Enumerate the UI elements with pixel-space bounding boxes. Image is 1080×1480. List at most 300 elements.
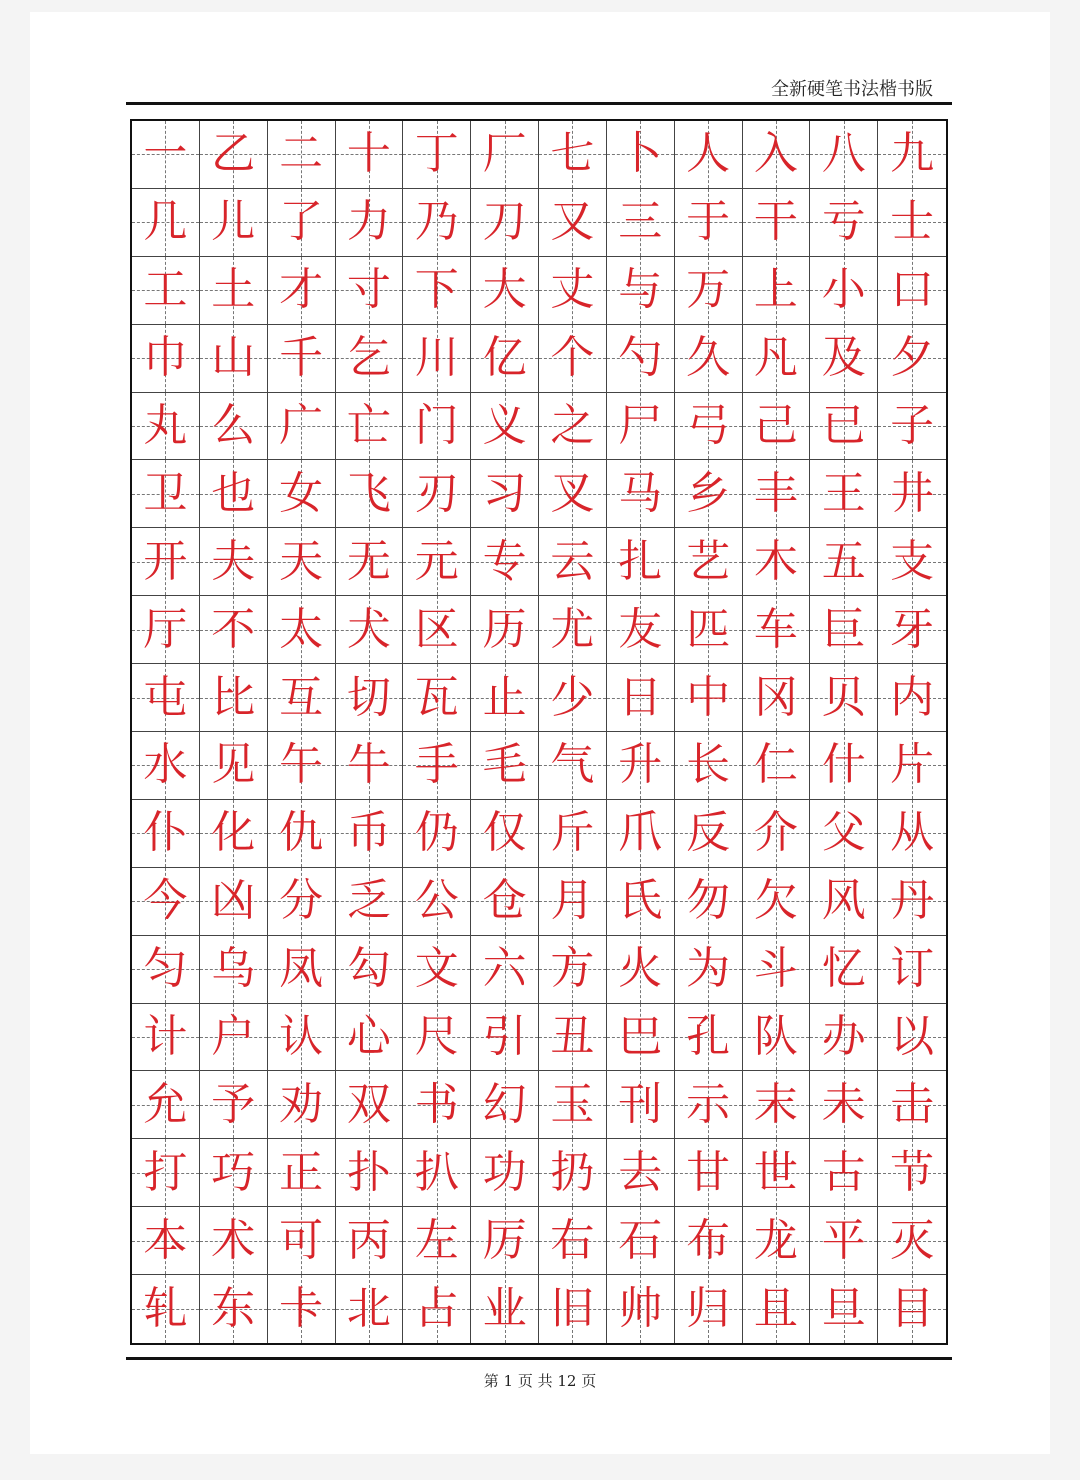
grid-cell: [675, 868, 743, 936]
grid-cell: [336, 189, 404, 257]
grid-cell: [539, 1275, 607, 1343]
practice-character: 己: [753, 399, 798, 451]
grid-cell: [675, 460, 743, 528]
grid-cell: [471, 1004, 539, 1072]
header-rule: [126, 102, 952, 105]
grid-cell: [336, 1207, 404, 1275]
grid-cell: [539, 460, 607, 528]
practice-character: 可: [279, 1214, 324, 1266]
grid-cell: [539, 189, 607, 257]
grid-cell: [336, 868, 404, 936]
grid-cell: [336, 1071, 404, 1139]
practice-character: 贝: [821, 671, 866, 723]
practice-character: 未: [821, 1078, 866, 1130]
grid-cell: [200, 800, 268, 868]
grid-cell: [743, 1207, 811, 1275]
grid-cell: [607, 1139, 675, 1207]
practice-character: 布: [686, 1214, 731, 1266]
grid-cell: [607, 1071, 675, 1139]
practice-character: 办: [821, 1010, 866, 1062]
grid-cell: [810, 800, 878, 868]
practice-character: 中: [686, 671, 731, 723]
grid-cell: [675, 1071, 743, 1139]
practice-character: 王: [821, 467, 866, 519]
practice-character: 归: [686, 1283, 731, 1335]
grid-cell: [132, 596, 200, 664]
grid-cell: [878, 1004, 946, 1072]
practice-character: 水: [143, 739, 188, 791]
practice-character: 手: [414, 739, 459, 791]
practice-character: 凶: [211, 875, 256, 927]
practice-character: 去: [618, 1146, 663, 1198]
practice-character: 正: [279, 1146, 324, 1198]
practice-character: 才: [279, 264, 324, 316]
practice-character: 且: [753, 1283, 798, 1335]
practice-character: 允: [143, 1078, 188, 1130]
grid-cell: [743, 460, 811, 528]
practice-character: 占: [414, 1283, 459, 1335]
grid-cell: [471, 596, 539, 664]
practice-character: 个: [550, 332, 595, 384]
grid-cell: [200, 664, 268, 732]
grid-cell: [675, 1275, 743, 1343]
grid-cell: [268, 936, 336, 1004]
practice-character: 尺: [414, 1010, 459, 1062]
practice-character: 丙: [346, 1214, 391, 1266]
practice-character: 本: [143, 1214, 188, 1266]
practice-character: 见: [211, 739, 256, 791]
practice-character: 卡: [279, 1283, 324, 1335]
grid-cell: [607, 121, 675, 189]
practice-character: 户: [211, 1010, 256, 1062]
practice-character: 丁: [414, 128, 459, 180]
practice-character: 氏: [618, 875, 663, 927]
practice-character: 丰: [753, 467, 798, 519]
grid-cell: [810, 1071, 878, 1139]
practice-character: 止: [482, 671, 527, 723]
practice-character: 一: [143, 128, 188, 180]
grid-cell: [878, 1207, 946, 1275]
practice-character: 末: [753, 1078, 798, 1130]
grid-cell: [810, 1207, 878, 1275]
practice-character: 毛: [482, 739, 527, 791]
practice-character: 化: [211, 807, 256, 859]
grid-cell: [810, 1139, 878, 1207]
grid-cell: [268, 664, 336, 732]
practice-character: 长: [686, 739, 731, 791]
practice-character: 友: [618, 603, 663, 655]
practice-character: 匀: [143, 943, 188, 995]
grid-cell: [403, 596, 471, 664]
practice-character: 灭: [890, 1214, 935, 1266]
grid-cell: [132, 868, 200, 936]
practice-character: 九: [890, 128, 935, 180]
grid-cell: [132, 325, 200, 393]
grid-cell: [607, 936, 675, 1004]
grid-cell: [132, 257, 200, 325]
grid-cell: [471, 460, 539, 528]
grid-cell: [743, 528, 811, 596]
grid-cell: [403, 121, 471, 189]
grid-cell: [675, 936, 743, 1004]
practice-character: 币: [346, 807, 391, 859]
grid-cell: [471, 664, 539, 732]
grid-cell: [810, 257, 878, 325]
practice-character: 无: [346, 535, 391, 587]
practice-character: 内: [890, 671, 935, 723]
practice-character: 亿: [482, 332, 527, 384]
practice-character: 刃: [414, 467, 459, 519]
grid-cell: [471, 1071, 539, 1139]
grid-cell: [403, 800, 471, 868]
practice-character: 介: [753, 807, 798, 859]
practice-character: 双: [346, 1078, 391, 1130]
grid-cell: [200, 393, 268, 461]
practice-character: 飞: [346, 467, 391, 519]
grid-cell: [539, 1207, 607, 1275]
practice-character: 入: [753, 128, 798, 180]
grid-cell: [200, 1071, 268, 1139]
grid-cell: [675, 596, 743, 664]
practice-character: 支: [890, 535, 935, 587]
grid-cell: [539, 868, 607, 936]
grid-cell: [743, 800, 811, 868]
grid-cell: [268, 528, 336, 596]
grid-cell: [471, 1275, 539, 1343]
practice-character: 工: [143, 264, 188, 316]
practice-character: 几: [143, 196, 188, 248]
practice-character: 予: [211, 1078, 256, 1130]
grid-cell: [336, 596, 404, 664]
practice-character: 文: [414, 943, 459, 995]
practice-character: 七: [550, 128, 595, 180]
grid-cell: [403, 732, 471, 800]
practice-character: 订: [890, 943, 935, 995]
grid-cell: [743, 257, 811, 325]
grid-cell: [132, 528, 200, 596]
practice-character: 云: [550, 535, 595, 587]
practice-character: 也: [211, 467, 256, 519]
practice-character: 术: [211, 1214, 256, 1266]
practice-character: 风: [821, 875, 866, 927]
grid-cell: [607, 800, 675, 868]
practice-character: 乌: [211, 943, 256, 995]
grid-cell: [539, 325, 607, 393]
practice-character: 二: [279, 128, 324, 180]
practice-character: 丸: [143, 399, 188, 451]
grid-cell: [403, 393, 471, 461]
grid-cell: [878, 664, 946, 732]
practice-character: 夫: [211, 535, 256, 587]
practice-character: 心: [346, 1010, 391, 1062]
grid-cell: [471, 528, 539, 596]
grid-cell: [268, 1207, 336, 1275]
grid-cell: [878, 189, 946, 257]
grid-cell: [471, 800, 539, 868]
practice-character: 击: [890, 1078, 935, 1130]
practice-character: 反: [686, 807, 731, 859]
grid-cell: [810, 868, 878, 936]
practice-character: 日: [618, 671, 663, 723]
practice-character: 片: [890, 739, 935, 791]
practice-character: 仇: [279, 807, 324, 859]
grid-cell: [132, 393, 200, 461]
grid-cell: [878, 596, 946, 664]
grid-cell: [810, 596, 878, 664]
practice-character: 石: [618, 1214, 663, 1266]
page-header-title: 全新硬笔书法楷书版: [771, 79, 933, 100]
grid-cell: [607, 1275, 675, 1343]
grid-cell: [743, 1071, 811, 1139]
grid-cell: [675, 800, 743, 868]
practice-character: 了: [279, 196, 324, 248]
grid-cell: [878, 1139, 946, 1207]
practice-character: 六: [482, 943, 527, 995]
practice-character: 太: [279, 603, 324, 655]
grid-cell: [607, 257, 675, 325]
grid-cell: [471, 1139, 539, 1207]
practice-character: 木: [753, 535, 798, 587]
grid-cell: [200, 596, 268, 664]
grid-cell: [336, 732, 404, 800]
practice-character: 与: [618, 264, 663, 316]
grid-cell: [810, 664, 878, 732]
practice-character: 弓: [686, 399, 731, 451]
practice-character: 刊: [618, 1078, 663, 1130]
practice-character: 目: [890, 1283, 935, 1335]
grid-cell: [607, 393, 675, 461]
grid-cell: [200, 189, 268, 257]
practice-character: 业: [482, 1283, 527, 1335]
practice-character: 扔: [550, 1146, 595, 1198]
grid-cell: [132, 460, 200, 528]
practice-character: 气: [550, 739, 595, 791]
grid-cell: [268, 1275, 336, 1343]
practice-character: 山: [211, 332, 256, 384]
practice-character: 分: [279, 875, 324, 927]
practice-character: 从: [890, 807, 935, 859]
grid-cell: [607, 1004, 675, 1072]
practice-character: 儿: [211, 196, 256, 248]
grid-cell: [878, 460, 946, 528]
grid-cell: [132, 664, 200, 732]
practice-character: 右: [550, 1214, 595, 1266]
practice-character: 东: [211, 1283, 256, 1335]
grid-cell: [878, 528, 946, 596]
practice-character: 又: [550, 196, 595, 248]
grid-cell: [743, 1275, 811, 1343]
grid-cell: [607, 189, 675, 257]
grid-cell: [539, 800, 607, 868]
grid-cell: [132, 1139, 200, 1207]
grid-cell: [132, 1207, 200, 1275]
practice-character: 千: [279, 332, 324, 384]
grid-cell: [268, 596, 336, 664]
grid-cell: [675, 393, 743, 461]
grid-cell: [878, 800, 946, 868]
grid-cell: [675, 325, 743, 393]
practice-character: 士: [890, 196, 935, 248]
practice-character: 习: [482, 467, 527, 519]
grid-cell: [268, 1004, 336, 1072]
practice-character: 开: [143, 535, 188, 587]
practice-character: 大: [482, 264, 527, 316]
grid-cell: [607, 1207, 675, 1275]
practice-character: 天: [279, 535, 324, 587]
practice-character: 扒: [414, 1146, 459, 1198]
grid-cell: [539, 1004, 607, 1072]
practice-character: 及: [821, 332, 866, 384]
practice-character: 卫: [143, 467, 188, 519]
practice-character: 左: [414, 1214, 459, 1266]
grid-cell: [403, 868, 471, 936]
practice-character: 八: [821, 128, 866, 180]
practice-character: 厅: [143, 603, 188, 655]
grid-cell: [336, 1139, 404, 1207]
practice-character: 书: [414, 1078, 459, 1130]
practice-character: 龙: [753, 1214, 798, 1266]
practice-character: 义: [482, 399, 527, 451]
grid-cell: [607, 596, 675, 664]
grid-cell: [471, 189, 539, 257]
practice-character: 车: [753, 603, 798, 655]
grid-cell: [675, 189, 743, 257]
grid-cell: [743, 189, 811, 257]
grid-cell: [268, 800, 336, 868]
practice-character: 父: [821, 807, 866, 859]
grid-cell: [132, 121, 200, 189]
grid-cell: [268, 732, 336, 800]
grid-cell: [878, 121, 946, 189]
grid-cell: [471, 393, 539, 461]
practice-character: 仆: [143, 807, 188, 859]
grid-cell: [810, 460, 878, 528]
practice-character: 爪: [618, 807, 663, 859]
grid-cell: [810, 325, 878, 393]
practice-character: 什: [821, 739, 866, 791]
grid-cell: [336, 936, 404, 1004]
practice-character: 斗: [753, 943, 798, 995]
grid-cell: [743, 1139, 811, 1207]
practice-character: 古: [821, 1146, 866, 1198]
page-number: 第 1 页 共 12 页: [483, 1372, 597, 1390]
grid-cell: [403, 1004, 471, 1072]
grid-cell: [539, 936, 607, 1004]
grid-cell: [403, 1207, 471, 1275]
grid-cell: [268, 393, 336, 461]
practice-character: 仓: [482, 875, 527, 927]
practice-character: 屯: [143, 671, 188, 723]
practice-character: 劝: [279, 1078, 324, 1130]
practice-character: 已: [821, 399, 866, 451]
practice-character: 队: [753, 1010, 798, 1062]
practice-character: 计: [143, 1010, 188, 1062]
grid-cell: [878, 732, 946, 800]
grid-cell: [743, 868, 811, 936]
grid-cell: [810, 393, 878, 461]
practice-character: 十: [346, 128, 391, 180]
grid-cell: [810, 189, 878, 257]
grid-cell: [336, 1275, 404, 1343]
grid-cell: [675, 732, 743, 800]
practice-character: 旧: [550, 1283, 595, 1335]
practice-character: 厂: [482, 128, 527, 180]
practice-character: 世: [753, 1146, 798, 1198]
grid-cell: [132, 800, 200, 868]
practice-character: 区: [414, 603, 459, 655]
practice-character: 么: [211, 399, 256, 451]
practice-character: 欠: [753, 875, 798, 927]
grid-cell: [675, 1004, 743, 1072]
grid-cell: [471, 121, 539, 189]
practice-character: 火: [618, 943, 663, 995]
grid-cell: [743, 664, 811, 732]
grid-cell: [675, 528, 743, 596]
grid-cell: [403, 189, 471, 257]
practice-character: 节: [890, 1146, 935, 1198]
grid-cell: [200, 1139, 268, 1207]
grid-cell: [200, 868, 268, 936]
practice-character: 丑: [550, 1010, 595, 1062]
grid-cell: [336, 257, 404, 325]
practice-character: 月: [550, 875, 595, 927]
grid-cell: [403, 1071, 471, 1139]
practice-character: 元: [414, 535, 459, 587]
practice-character: 牙: [890, 603, 935, 655]
grid-cell: [878, 1071, 946, 1139]
practice-character: 卜: [618, 128, 663, 180]
grid-cell: [132, 1004, 200, 1072]
grid-cell: [471, 1207, 539, 1275]
grid-cell: [200, 1275, 268, 1343]
grid-cell: [810, 732, 878, 800]
practice-character: 扑: [346, 1146, 391, 1198]
grid-cell: [200, 528, 268, 596]
grid-cell: [743, 393, 811, 461]
practice-character: 乡: [686, 467, 731, 519]
grid-cell: [675, 121, 743, 189]
grid-cell: [810, 1004, 878, 1072]
practice-character: 女: [279, 467, 324, 519]
practice-character: 勾: [346, 943, 391, 995]
grid-cell: [200, 121, 268, 189]
grid-cell: [539, 664, 607, 732]
grid-cell: [268, 189, 336, 257]
practice-character: 万: [686, 264, 731, 316]
grid-cell: [539, 732, 607, 800]
practice-character: 幻: [482, 1078, 527, 1130]
practice-character: 土: [211, 264, 256, 316]
grid-cell: [336, 325, 404, 393]
grid-cell: [403, 664, 471, 732]
grid-cell: [878, 393, 946, 461]
grid-cell: [471, 936, 539, 1004]
practice-character: 历: [482, 603, 527, 655]
grid-cell: [810, 936, 878, 1004]
grid-cell: [336, 800, 404, 868]
practice-character: 扎: [618, 535, 663, 587]
grid-cell: [403, 325, 471, 393]
practice-character: 功: [482, 1146, 527, 1198]
practice-character: 今: [143, 875, 188, 927]
grid-cell: [675, 1139, 743, 1207]
practice-character: 巧: [211, 1146, 256, 1198]
grid-cell: [403, 460, 471, 528]
practice-character: 马: [618, 467, 663, 519]
practice-character: 比: [211, 671, 256, 723]
practice-character: 午: [279, 739, 324, 791]
grid-cell: [200, 732, 268, 800]
